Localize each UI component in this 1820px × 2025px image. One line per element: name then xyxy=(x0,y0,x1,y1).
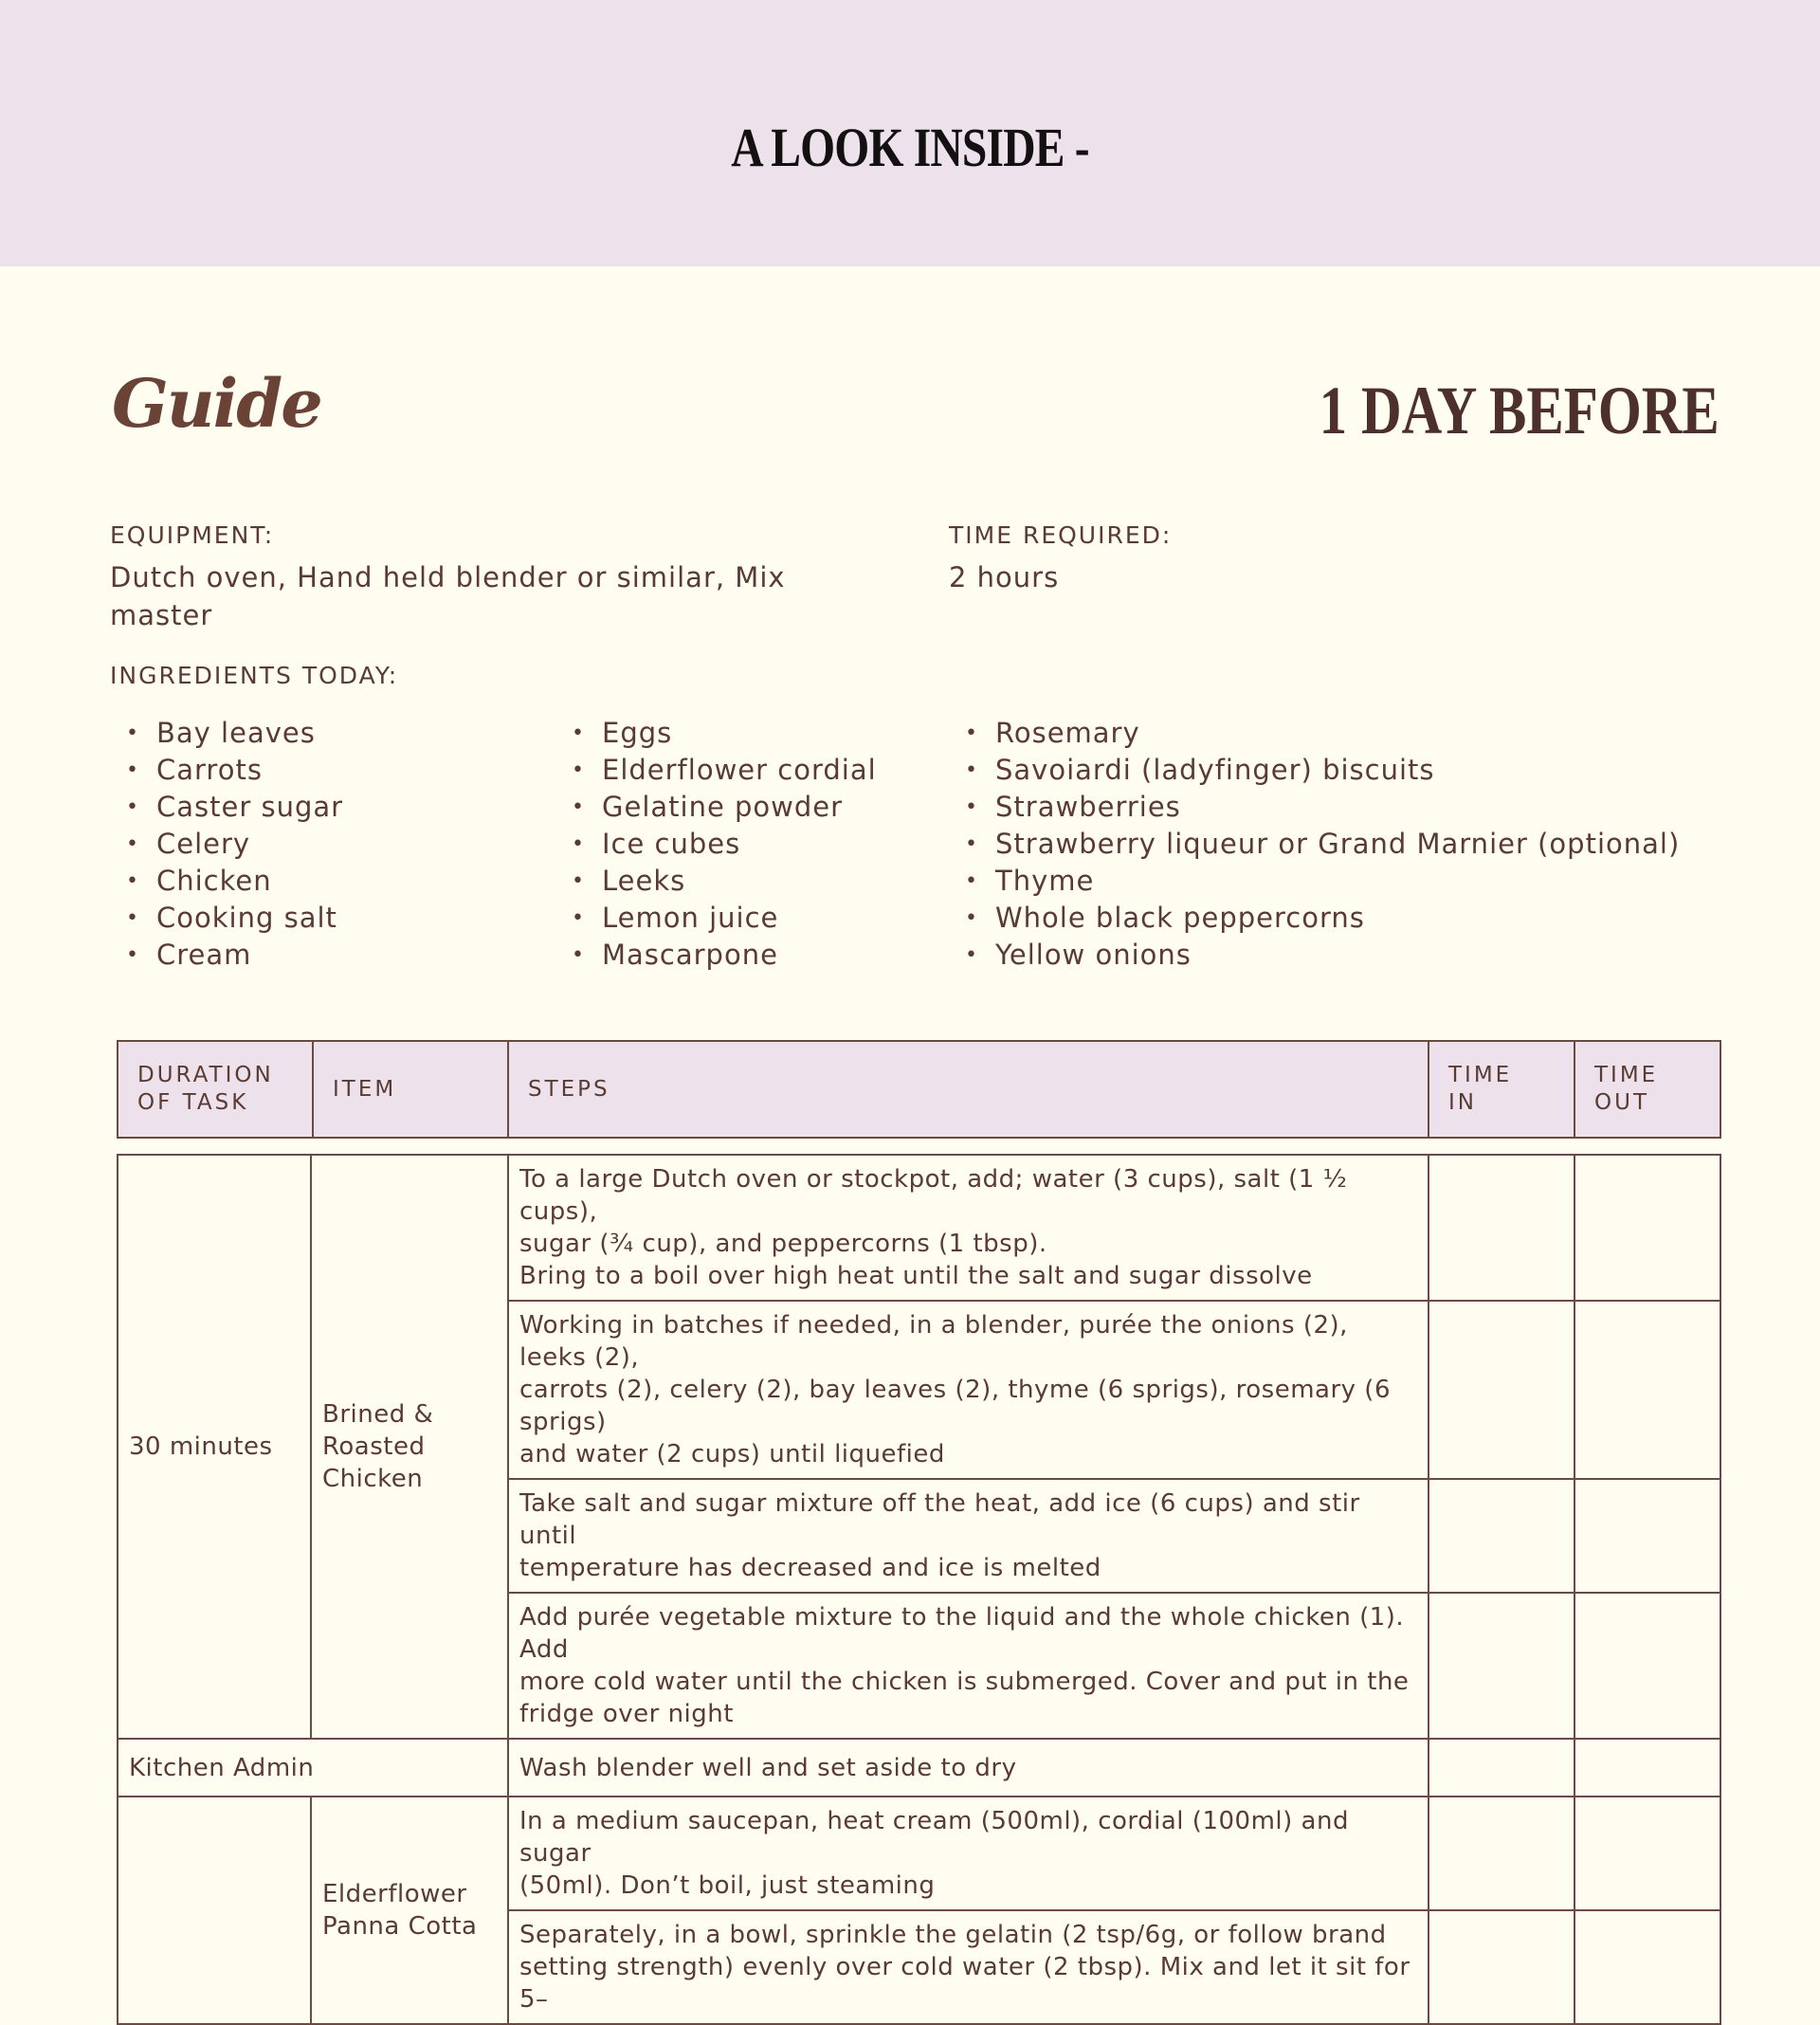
ingredient-item: • Gelatine powder xyxy=(566,789,877,826)
header-time-out: TIME OUT xyxy=(1574,1041,1720,1138)
table-row xyxy=(118,1739,1720,1797)
time-out-cell[interactable] xyxy=(1574,1155,1720,1301)
banner xyxy=(0,0,1820,266)
ingredient-item: • Strawberries xyxy=(959,789,1680,826)
time-required-label: TIME REQUIRED: xyxy=(949,521,1173,549)
schedule-header-table xyxy=(117,1040,1721,1139)
ingredient-item: • Yellow onions xyxy=(959,937,1680,974)
equipment-line-1: Dutch oven, Hand held blender or similar, Mix xyxy=(110,561,786,593)
header-duration: DURATION OF TASK xyxy=(118,1041,313,1138)
time-out-cell[interactable] xyxy=(1574,1301,1720,1479)
ingredient-item: • Lemon juice xyxy=(566,900,877,937)
item-cell: Elderflower Panna Cotta xyxy=(311,1797,508,2024)
time-out-cell[interactable] xyxy=(1574,1739,1720,1797)
time-in-cell[interactable] xyxy=(1429,1593,1574,1739)
item-cell: Brined & Roasted Chicken xyxy=(311,1155,508,1739)
header-time-in: TIME IN xyxy=(1429,1041,1574,1138)
ingredient-item: • Leeks xyxy=(566,863,877,900)
time-in-cell[interactable] xyxy=(1429,1479,1574,1593)
step-cell: In a medium saucepan, heat cream (500ml), cordial (100ml) and sugar (50ml). Don’t boil, just steaming xyxy=(508,1797,1429,1910)
equipment-line-2: master xyxy=(110,599,213,631)
ingredient-item: • Celery xyxy=(120,826,343,863)
time-out-cell[interactable] xyxy=(1574,1479,1720,1593)
kitchen-admin-cell: Kitchen Admin xyxy=(118,1739,508,1797)
time-out-cell[interactable] xyxy=(1574,1593,1720,1739)
header-item: ITEM xyxy=(313,1041,508,1138)
step-cell: Separately, in a bowl, sprinkle the gelatin (2 tsp/6g, or follow brand setting strength) evenly over cold water (2 tbsp). Mix and let it sit for 5– xyxy=(508,1910,1429,2024)
table-row xyxy=(118,1155,1720,1301)
time-out-cell[interactable] xyxy=(1574,1797,1720,1910)
ingredient-item: • Mascarpone xyxy=(566,937,877,974)
time-in-cell[interactable] xyxy=(1429,1301,1574,1479)
ingredient-item: • Chicken xyxy=(120,863,343,900)
ingredient-item: • Cooking salt xyxy=(120,900,343,937)
ingredient-item: • Bay leaves xyxy=(120,715,343,752)
equipment-label: EQUIPMENT: xyxy=(110,521,275,549)
ingredient-item: • Carrots xyxy=(120,752,343,789)
duration-cell xyxy=(118,1797,311,2024)
ingredient-item: • Savoiardi (ladyfinger) biscuits xyxy=(959,752,1680,789)
time-in-cell[interactable] xyxy=(1429,1797,1574,1910)
step-cell: Wash blender well and set aside to dry xyxy=(508,1739,1429,1797)
time-in-cell[interactable] xyxy=(1429,1155,1574,1301)
ingredient-item: • Eggs xyxy=(566,715,877,752)
step-cell: Working in batches if needed, in a blender, purée the onions (2), leeks (2), carrots (2), celery (2), bay leaves (2), thyme (6 sprigs), rosemary (6 sprigs) and water (2 cups) until liquefied xyxy=(508,1301,1429,1479)
ingredient-item: • Strawberry liqueur or Grand Marnier (optional) xyxy=(959,826,1680,863)
banner-title: A LOOK INSIDE - xyxy=(731,117,1089,178)
time-out-cell[interactable] xyxy=(1574,1910,1720,2024)
time-in-cell[interactable] xyxy=(1429,1910,1574,2024)
ingredient-item: • Caster sugar xyxy=(120,789,343,826)
step-cell: Add purée vegetable mixture to the liquid and the whole chicken (1). Add more cold water until the chicken is submerged. Cover and put in the fridge over night xyxy=(508,1593,1429,1739)
step-cell: Take salt and sugar mixture off the heat, add ice (6 cups) and stir until temperature has decreased and ice is melted xyxy=(508,1479,1429,1593)
ingredient-item: • Ice cubes xyxy=(566,826,877,863)
ingredient-item: • Elderflower cordial xyxy=(566,752,877,789)
ingredient-item: • Rosemary xyxy=(959,715,1680,752)
day-title: 1 DAY BEFORE xyxy=(1319,373,1720,448)
ingredients-column-1 xyxy=(120,715,343,974)
ingredient-item: • Cream xyxy=(120,937,343,974)
guide-title: Guide xyxy=(112,364,321,443)
ingredients-column-3 xyxy=(959,715,1680,974)
table-row xyxy=(118,1797,1720,1910)
header-steps: STEPS xyxy=(508,1041,1429,1138)
ingredients-column-2 xyxy=(566,715,877,974)
step-cell: To a large Dutch oven or stockpot, add; water (3 cups), salt (1 ½ cups), sugar (¾ cup), and peppercorns (1 tbsp). Bring to a boil over high heat until the salt and sugar dissolve xyxy=(508,1155,1429,1301)
ingredient-item: • Whole black peppercorns xyxy=(959,900,1680,937)
time-in-cell[interactable] xyxy=(1429,1739,1574,1797)
time-required-value: 2 hours xyxy=(949,561,1060,593)
duration-cell: 30 minutes xyxy=(118,1155,311,1739)
ingredients-label: INGREDIENTS TODAY: xyxy=(110,662,399,689)
ingredient-item: • Thyme xyxy=(959,863,1680,900)
schedule-table xyxy=(117,1154,1721,2025)
